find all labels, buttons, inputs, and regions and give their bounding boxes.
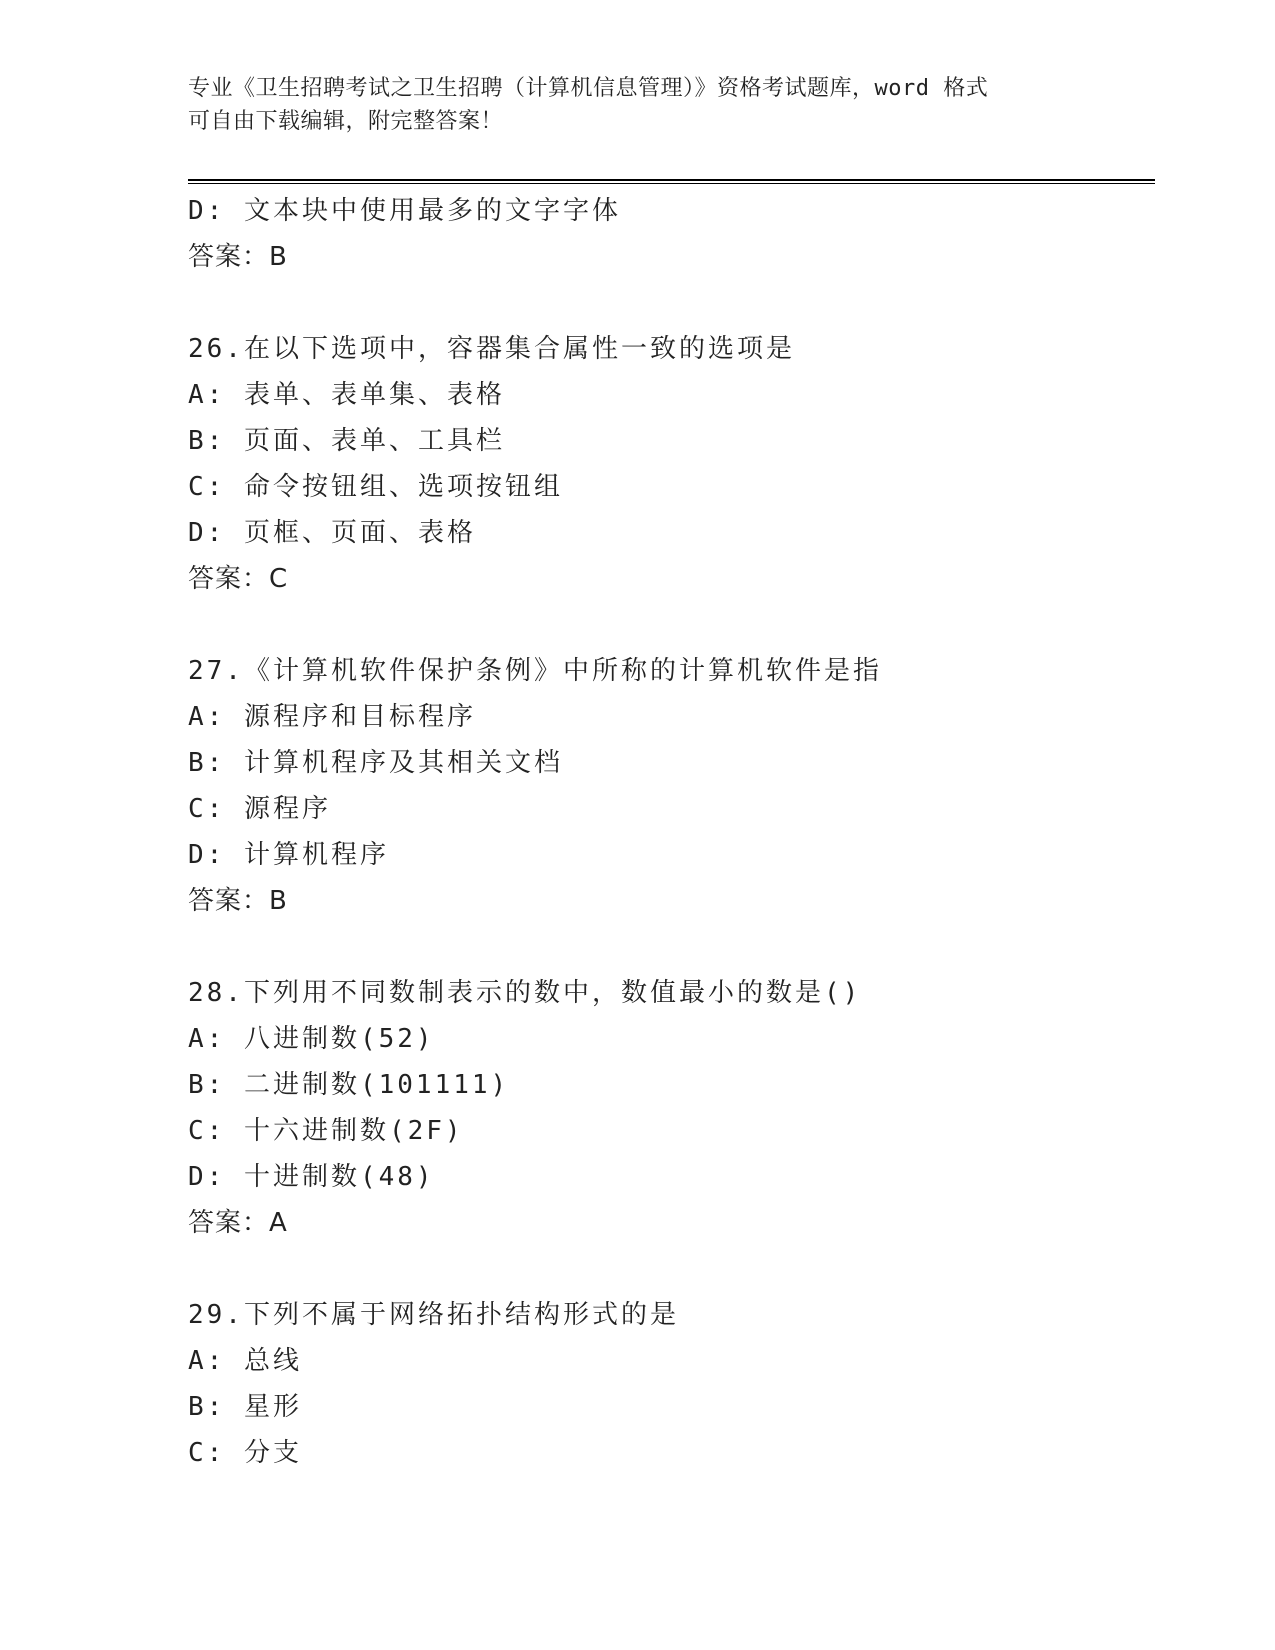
answer-line: 答案：B bbox=[188, 886, 288, 916]
option-c: C: 分支 bbox=[188, 1438, 302, 1468]
header-divider-bottom bbox=[188, 183, 1155, 184]
answer-line: 答案：A bbox=[188, 1208, 288, 1238]
option-c: C: 十六进制数(2F) bbox=[188, 1116, 464, 1146]
question-27 bbox=[188, 648, 1148, 924]
option-a: A: 八进制数(52) bbox=[188, 1024, 435, 1054]
question-stem: 28.下列用不同数制表示的数中，数值最小的数是() bbox=[188, 978, 862, 1008]
question-stem: 27.《计算机软件保护条例》中所称的计算机软件是指 bbox=[188, 656, 882, 686]
option-d: D: 计算机程序 bbox=[188, 840, 389, 870]
question-spacer bbox=[188, 280, 1148, 326]
option-c: C: 源程序 bbox=[188, 794, 331, 824]
previous-question-answer: 答案：B bbox=[188, 242, 288, 272]
option-b: B: 二进制数(101111) bbox=[188, 1070, 510, 1100]
question-spacer bbox=[188, 602, 1148, 648]
question-29 bbox=[188, 1292, 1148, 1476]
question-stem: 26.在以下选项中，容器集合属性一致的选项是 bbox=[188, 334, 795, 364]
question-spacer bbox=[188, 924, 1148, 970]
option-b: B: 页面、表单、工具栏 bbox=[188, 426, 505, 456]
option-b: B: 计算机程序及其相关文档 bbox=[188, 748, 563, 778]
question-stem: 29.下列不属于网络拓扑结构形式的是 bbox=[188, 1300, 679, 1330]
option-d: D: 十进制数(48) bbox=[188, 1162, 435, 1192]
option-a: A: 源程序和目标程序 bbox=[188, 702, 476, 732]
question-26 bbox=[188, 326, 1148, 602]
previous-question-option-d: D: 文本块中使用最多的文字字体 bbox=[188, 196, 621, 226]
option-d: D: 页框、页面、表格 bbox=[188, 518, 476, 548]
answer-line: 答案：C bbox=[188, 564, 289, 594]
question-spacer bbox=[188, 1246, 1148, 1292]
option-c: C: 命令按钮组、选项按钮组 bbox=[188, 472, 563, 502]
option-b: B: 星形 bbox=[188, 1392, 302, 1422]
header-line-2: 可自由下载编辑，附完整答案！ bbox=[188, 109, 504, 134]
header-line-1: 专业《卫生招聘考试之卫生招聘（计算机信息管理）》资格考试题库，word 格式 bbox=[188, 76, 989, 101]
header-divider-top bbox=[188, 179, 1155, 181]
document-header bbox=[188, 72, 1088, 138]
question-28 bbox=[188, 970, 1148, 1246]
question-list bbox=[188, 188, 1148, 1476]
option-a: A: 总线 bbox=[188, 1346, 302, 1376]
option-a: A: 表单、表单集、表格 bbox=[188, 380, 505, 410]
